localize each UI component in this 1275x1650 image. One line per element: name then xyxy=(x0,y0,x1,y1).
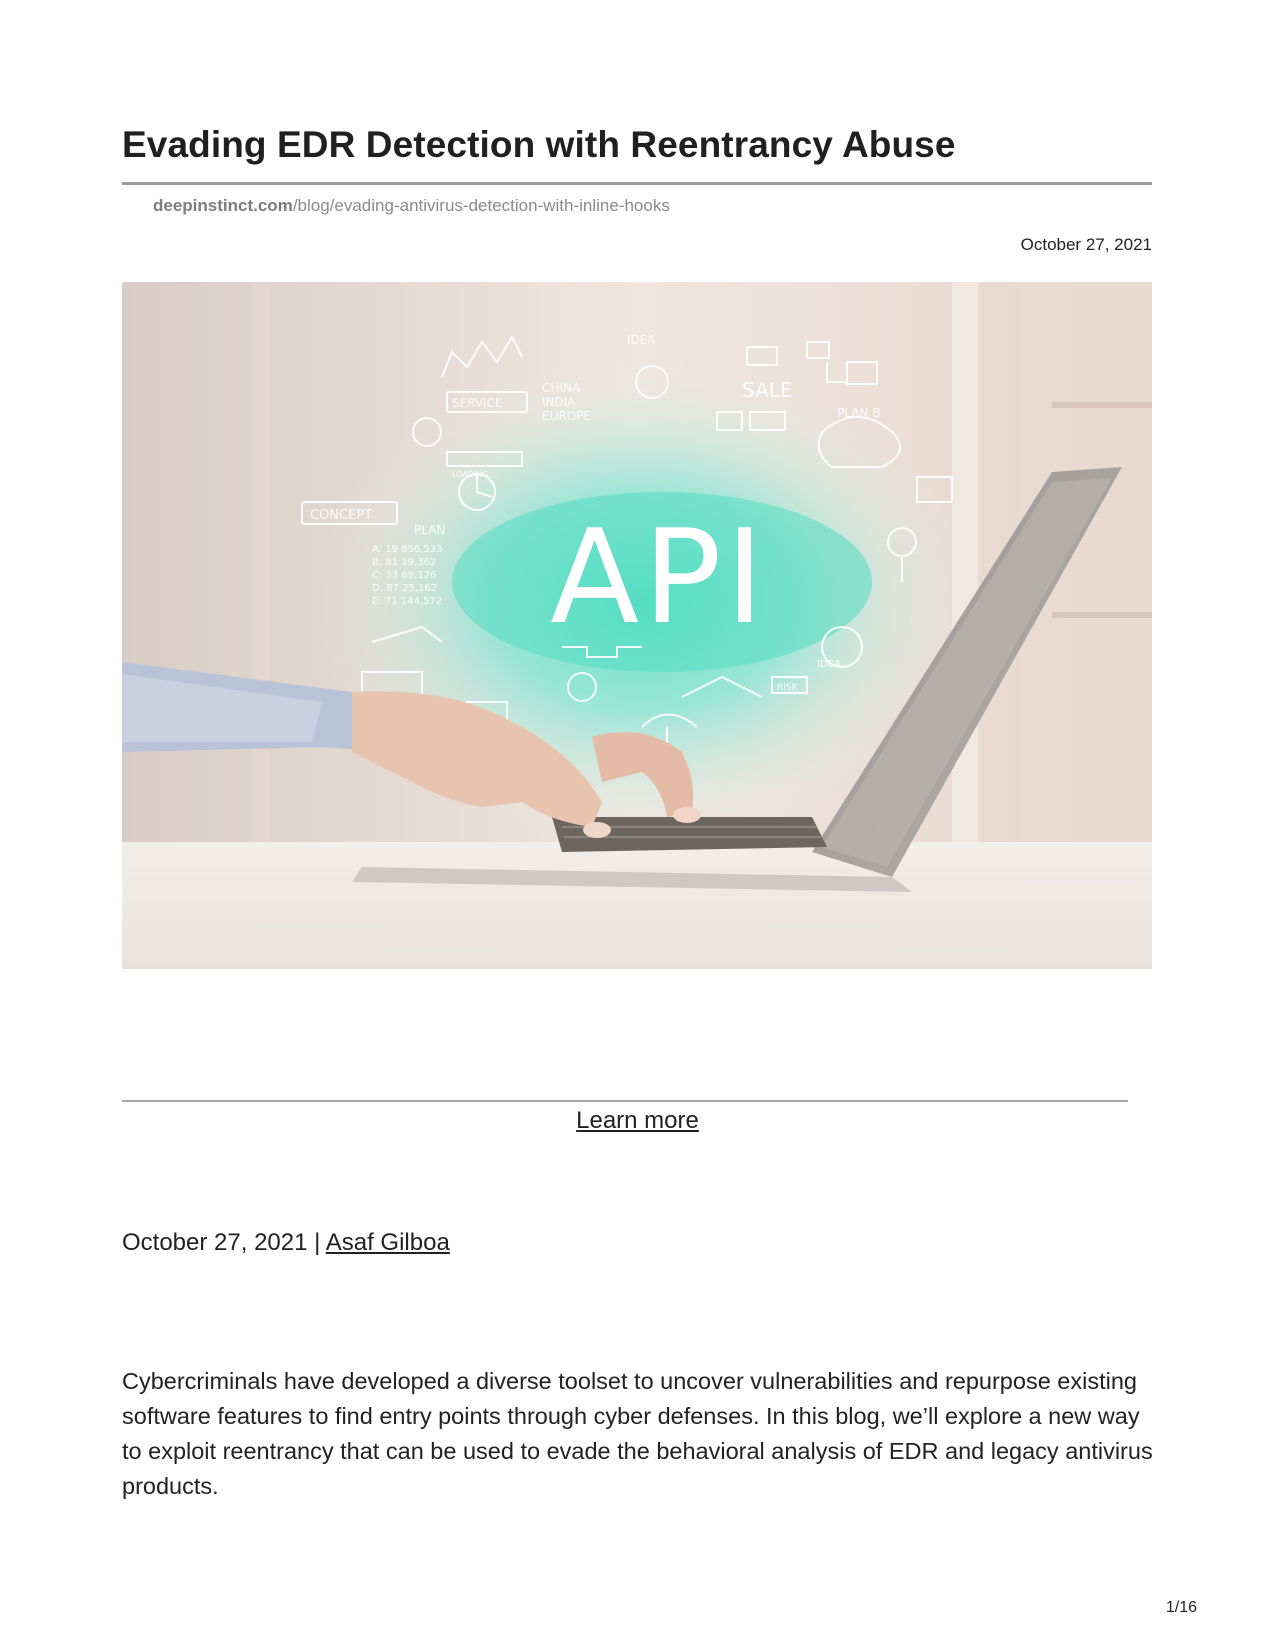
sketch-concept: CONCEPT xyxy=(310,508,373,523)
sketch-india: INDIA xyxy=(542,395,576,409)
section-divider xyxy=(122,1100,1128,1102)
sketch-service: SERVICE xyxy=(452,396,503,410)
sketch-sale: SALE xyxy=(742,378,793,402)
sketch-plan-line-e: E: 71 144,572 xyxy=(372,596,443,607)
sketch-idea-2: IDEA xyxy=(817,659,841,670)
byline-separator: | xyxy=(307,1229,326,1256)
hero-api-label: API xyxy=(550,501,768,653)
sketch-idea: IDEA xyxy=(627,333,656,347)
hero-image xyxy=(122,282,1152,969)
source-url[interactable] xyxy=(153,196,670,216)
sketch-plan-line-d: D: 87 25,162 xyxy=(372,583,438,594)
sketch-plan-line-c: C: 33 69,126 xyxy=(372,570,437,581)
source-path: /blog/evading-antivirus-detection-with-inline-hooks xyxy=(292,196,670,215)
intro-paragraph: Cybercriminals have developed a diverse toolset to uncover vulnerabilities and repurpose existing software features to find entry points through cyber defenses. In this blog, we’ll explore a new way to exploit reentrancy that can be used to evade the behavioral analysis of EDR and legacy antivirus products. xyxy=(122,1368,1153,1499)
byline xyxy=(122,1229,450,1257)
sketch-plan-line-b: B: 81 19,362 xyxy=(372,557,437,568)
sketch-china: CHINA xyxy=(542,381,581,395)
author-link[interactable]: Asaf Gilboa xyxy=(325,1229,450,1256)
learn-more-link[interactable]: Learn more xyxy=(576,1107,699,1134)
sketch-plan: PLAN xyxy=(414,523,446,537)
page-number: 1/16 xyxy=(1165,1599,1197,1616)
byline-date: October 27, 2021 xyxy=(122,1229,308,1256)
sketch-europe: EUROPE xyxy=(542,409,591,423)
sketch-risk: RISK xyxy=(777,683,798,693)
sketch-plan-line-a: A: 19 856,533 xyxy=(372,544,443,555)
sketch-loading: LOADING... xyxy=(452,470,497,479)
sketch-plan-b: PLAN B xyxy=(837,406,881,420)
learn-more-container xyxy=(0,1107,1275,1135)
title-divider xyxy=(122,182,1152,185)
header-date: October 27, 2021 xyxy=(1020,235,1152,254)
source-domain: deepinstinct.com xyxy=(153,196,293,215)
article-title: Evading EDR Detection with Reentrancy Abuse xyxy=(122,124,956,165)
